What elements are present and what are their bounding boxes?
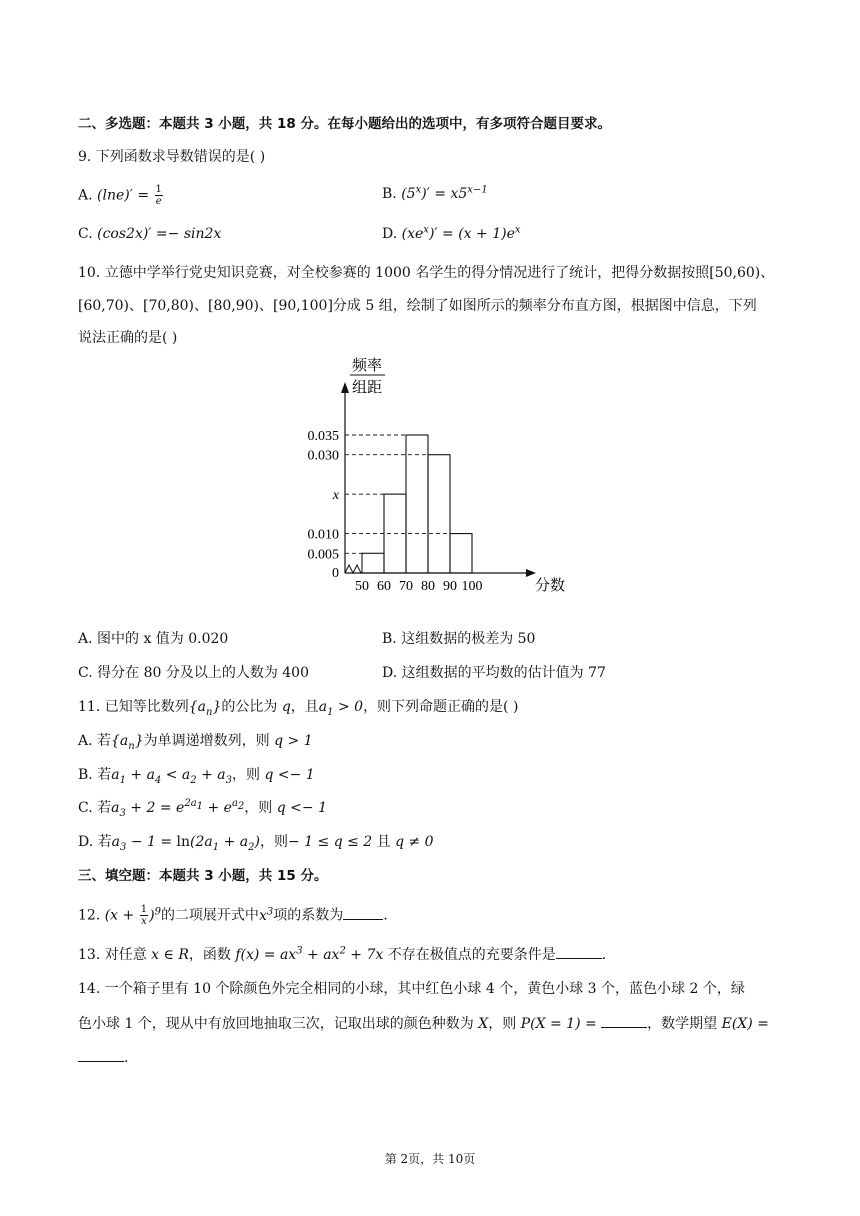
q10-option-a: A. 图中的 x 值为 0.020	[78, 631, 229, 647]
q11-option-d: D. 若$a_3 - 1 = \ln(2a_1 + a_2)$，则− 1 ≤ q ≤ 2 且 q ≠ 0	[78, 834, 434, 853]
q9-option-d: D. $(xe^x)' = (x + 1)e^x$	[382, 224, 521, 242]
q12-answer-blank[interactable]	[343, 905, 383, 920]
q9-option-c: C. (cos2x)′ =− sin2x	[78, 226, 222, 242]
section-heading-multi-choice: 二、多选题：本题共 3 小题，共 18 分。在每小题给出的选项中，有多项符合题目要求。	[78, 116, 611, 132]
x-tick-label-5: 100	[461, 579, 483, 594]
x-axis-label: 分数	[534, 576, 566, 594]
q10-stem-line2: [60,70)、[70,80)、[80,90)、[90,100]分成 5 组，绘制了如图所示的频率分布直方图，根据图中信息，下列	[78, 298, 757, 314]
q10-option-b: B. 这组数据的极差为 50	[382, 631, 536, 647]
q10-stem-line3: 说法正确的是( )	[78, 330, 178, 346]
x-tick-label-0: 50	[355, 579, 369, 594]
q14-stem-line3: .	[78, 1047, 128, 1068]
frequency-histogram	[290, 350, 590, 600]
q10-option-d: D. 这组数据的平均数的估计值为 77	[382, 665, 606, 681]
histogram-bar-1	[362, 553, 384, 573]
q11-option-b: B. 若$a_1 + a_4 < a_2 + a_3$，则 q <− 1	[78, 767, 315, 786]
y-tick-label-3: x	[332, 488, 339, 504]
y-axis-arrow	[341, 382, 349, 393]
q14-stem-line2: 色小球 1 个，现从中有放回地抽取三次，记取出球的颜色种数为 X，则 P(X = 1) = ，数学期望 E(X) =	[78, 1013, 769, 1034]
y-tick-label-1: 0.005	[307, 547, 339, 563]
q13-stem: 13. 对任意 x ∈ R，函数 $f(x) = ax^3 + ax^2 + 7x$ 不存在极值点的充要条件是 .	[78, 945, 607, 963]
histogram-bar-5	[450, 534, 472, 573]
q9-option-a: A. (lne)′ = $\frac{1}{e}$	[78, 184, 162, 207]
x-tick-label-2: 70	[399, 579, 413, 594]
q9-stem: 9. 下列函数求导数错误的是( )	[78, 149, 266, 165]
q9-option-b: B. $(5^x)' = x5^{x-1}$	[382, 184, 488, 202]
q14-stem-line1: 14. 一个箱子里有 10 个除颜色外完全相同的小球，其中红色小球 4 个，黄色小球 3 个，蓝色小球 2 个，绿	[78, 981, 745, 997]
x-tick-label-4: 90	[443, 579, 457, 594]
axis-break-mark	[345, 565, 361, 573]
y-axis-label-top: 频率	[351, 356, 383, 374]
q12-stem: 12. (x + $\frac{1}{x}$ )$^9$的二项展开式中$x^3$项的系数为 .	[78, 904, 388, 927]
y-tick-label-5: 0.035	[307, 429, 339, 444]
y-axis-label-bottom: 组距	[351, 378, 383, 396]
x-tick-label-3: 80	[421, 579, 435, 594]
q13-answer-blank[interactable]	[556, 944, 602, 959]
q11-option-c: C. 若$a_3 + 2 = e^{2a_1} + e^{a_2}$，则 q <− 1	[78, 798, 327, 819]
y-tick-label-2: 0.010	[307, 527, 339, 543]
y-tick-label-4: 0.030	[307, 448, 339, 464]
q14-expectation-blank[interactable]	[78, 1047, 124, 1062]
y-tick-label-0: 0	[332, 566, 339, 581]
q14-prob-blank[interactable]	[601, 1013, 647, 1028]
x-tick-label-1: 60	[377, 579, 391, 594]
q11-option-a: A. 若$\{a_n\}$为单调递增数列，则 q > 1	[78, 733, 313, 752]
q11-stem: 11. 已知等比数列$\{a_n\}$的公比为 q，且$a_1 > 0$，则下列命题正确的是( )	[78, 699, 519, 718]
page-footer: 第 2页，共 10页	[384, 1152, 476, 1166]
q10-option-c: C. 得分在 80 分及以上的人数为 400	[78, 665, 309, 681]
section-heading-fill-blank: 三、填空题：本题共 3 小题，共 15 分。	[78, 868, 328, 884]
q10-stem-line1: 10. 立德中学举行党史知识竞赛，对全校参赛的 1000 名学生的得分情况进行了统计，把得分数据按照[50,60)、	[78, 265, 775, 281]
histogram-bar-4	[428, 455, 450, 573]
histogram-bar-3	[406, 435, 428, 573]
